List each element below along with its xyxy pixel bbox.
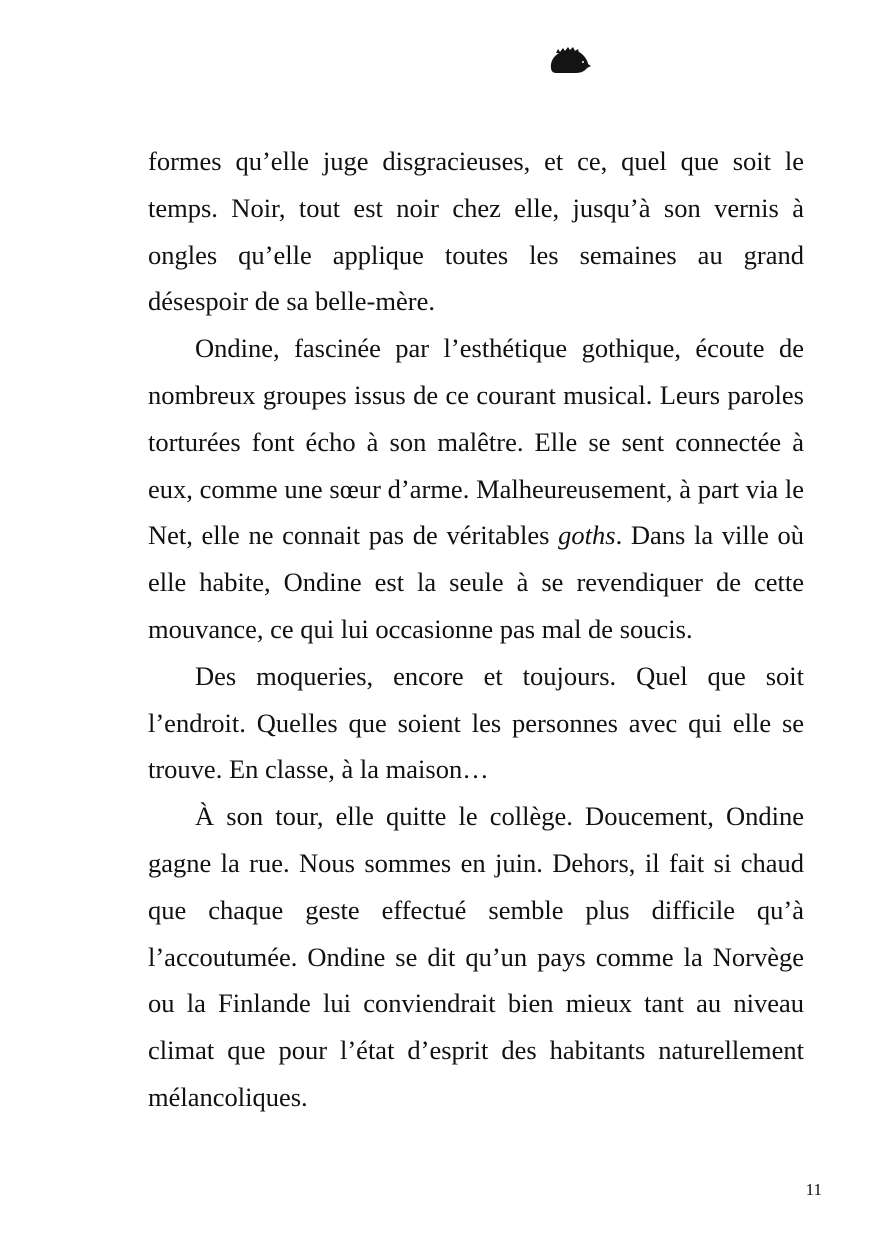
text-line: mieux tant au niveau climat que pour l’état d’esprit des <box>148 988 804 1066</box>
text-line: habitants naturellement mélancoliques. <box>148 1035 804 1112</box>
text-line: lui occasionne pas mal de soucis. <box>340 613 693 644</box>
text-line: Leurs paroles torturées font écho à son malêtre. Elle <box>148 379 804 457</box>
text-line: Des moqueries, encore et toujours. Quel que soit <box>195 660 804 691</box>
text-line: de véritables <box>412 520 559 551</box>
text-line: Malheureusement, à part via le Net, elle ne connait pas <box>148 473 804 551</box>
text-line: comme la Norvège ou la Finlande lui conviendrait bien <box>148 941 805 1019</box>
text-line: temps. Noir, tout est noir chez elle, jusqu’à son vernis <box>148 192 779 223</box>
paragraph-3 <box>148 653 804 793</box>
text-line: l’endroit. Quelles que soient les personnes avec qui elle <box>148 707 772 738</box>
text-line: désespoir de sa belle-mère. <box>148 286 435 317</box>
text-line: se trouve. En classe, à la maison… <box>148 707 805 785</box>
text-line: . Dans la ville où elle habite, Ondine <box>148 520 805 598</box>
text-line: Ondine gagne la rue. Nous sommes en juin. Dehors, <box>148 801 805 878</box>
text-line: Ondine, fascinée par l’esthétique gothique, écoute <box>195 333 765 364</box>
text-line: formes qu’elle juge disgracieuses, et ce, quel que soit le <box>148 146 804 176</box>
hedgehog-icon <box>548 46 592 76</box>
text-line: À son tour, elle quitte le collège. Doucement, <box>195 801 714 832</box>
paragraph-4 <box>148 793 804 1121</box>
text-line: se sent connectée à eux, comme une sœur d’arme. <box>148 426 805 504</box>
text-line: à ongles qu’elle applique toutes les semaines au grand <box>148 192 804 270</box>
text-line: est la seule à se revendiquer de cette mouvance, ce qui <box>148 567 804 644</box>
text-line: de nombreux groupes issus de ce courant musical. <box>148 333 805 410</box>
italic-word: goths <box>558 520 616 551</box>
text-line: il fait si chaud que chaque geste effectué semble plus <box>148 847 804 925</box>
page-number: 11 <box>805 1180 822 1199</box>
paragraph-2 <box>148 325 804 653</box>
text-line: difficile qu’à l’accoutumée. Ondine se dit qu’un pays <box>148 894 804 972</box>
paragraph-1 <box>148 138 804 325</box>
body-text <box>148 138 804 1121</box>
